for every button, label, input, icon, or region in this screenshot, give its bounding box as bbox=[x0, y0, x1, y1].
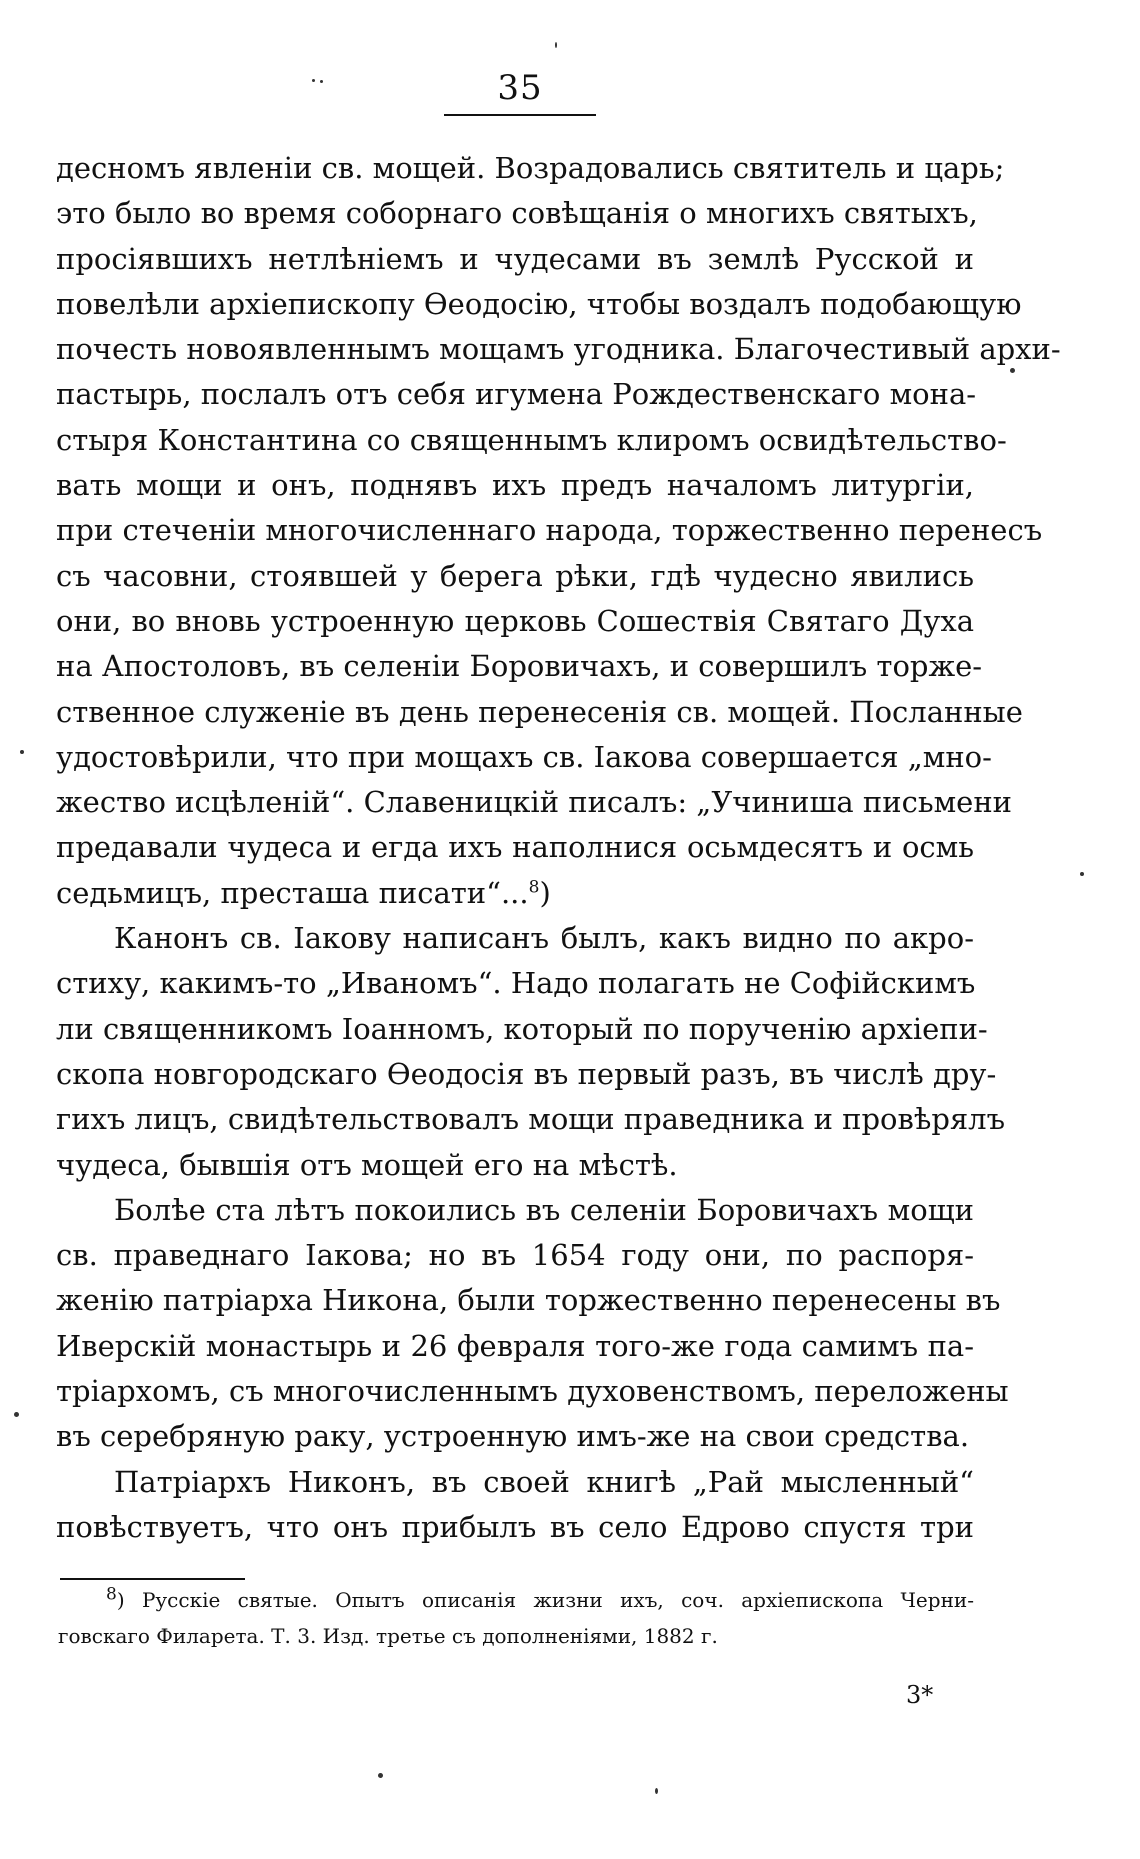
scan-speck bbox=[555, 42, 557, 48]
text-line: ли священникомъ Іоанномъ, который по порученію архіепи- bbox=[56, 1011, 988, 1046]
text-line: они, во вновь устроенную церковь Сошествія Святаго Духа bbox=[56, 603, 974, 638]
text-line: чудеса, бывшія отъ мощей его на мѣстѣ. bbox=[56, 1147, 678, 1182]
text-line: гихъ лицъ, свидѣтельствовалъ мощи праведника и провѣрялъ bbox=[56, 1102, 1006, 1137]
footnote-line: говскаго Филарета. Т. 3. Изд. третье съ дополненіями, 1882 г. bbox=[58, 1624, 718, 1648]
text-line: скопа новгородскаго Ѳеодосія въ первый разъ, въ числѣ дру- bbox=[56, 1056, 997, 1091]
text-line: десномъ явленіи св. мощей. Возрадовались святитель и царь; bbox=[56, 151, 1005, 185]
text-line: Болѣе ста лѣтъ покоились въ селеніи Боровичахъ мощи bbox=[114, 1192, 974, 1227]
footnote-line bbox=[58, 1582, 974, 1618]
scan-speck bbox=[1010, 368, 1015, 373]
scan-speck bbox=[320, 80, 323, 83]
paragraph-3 bbox=[56, 1188, 1009, 1460]
text-line: на Апостоловъ, въ селеніи Боровичахъ, и совершилъ торже- bbox=[56, 649, 983, 684]
text-line: стиху, какимъ-то „Иваномъ“. Надо полагать не Софійскимъ bbox=[56, 966, 976, 1001]
text-line-content: седьмицъ, престаша писати“... bbox=[56, 875, 529, 910]
text-line: Патріархъ Никонъ, въ своей книгѣ „Рай мысленный“ bbox=[114, 1464, 974, 1499]
text-line: ственное служеніе въ день перенесенія св. мощей. Посланные bbox=[56, 694, 1023, 729]
footnote-rule bbox=[60, 1578, 245, 1580]
footnote-text: ) Русскіе святые. Опытъ описанія жизни ихъ, соч. архіепископа Черни- bbox=[116, 1588, 974, 1612]
signature-mark: 3* bbox=[906, 1681, 934, 1709]
scan-speck bbox=[312, 79, 315, 82]
text-line: пастырь, послалъ отъ себя игумена Рождественскаго мона- bbox=[56, 377, 977, 412]
text-line: въ серебряную раку, устроенную имъ-же на свои средства. bbox=[56, 1419, 970, 1454]
text-line: удостовѣрили, что при мощахъ св. Іакова совершается „мно- bbox=[56, 739, 992, 774]
text-line: съ часовни, стоявшей у берега рѣки, гдѣ чудесно явились bbox=[56, 558, 974, 593]
footnote-ref: 8 bbox=[528, 877, 540, 898]
text-line: стыря Константина со священнымъ клиромъ освидѣтельство- bbox=[56, 422, 1007, 457]
text-line: женію патріарха Никона, были торжественно перенесены въ bbox=[56, 1283, 1001, 1318]
footnote-marker: 8 bbox=[106, 1584, 117, 1605]
text-line: повелѣли архіепископу Ѳеодосію, чтобы воздалъ подобающую bbox=[56, 286, 1022, 321]
text-line: почесть новоявленнымъ мощамъ угодника. Благочестивый архи- bbox=[56, 332, 1061, 367]
scan-speck bbox=[14, 1412, 19, 1417]
scan-speck bbox=[1080, 872, 1084, 876]
paragraph-2 bbox=[56, 916, 1006, 1188]
page-number: 35 bbox=[497, 68, 543, 108]
text-line: св. праведнаго Іакова; но въ 1654 году они, по распоря- bbox=[56, 1238, 974, 1273]
text-line: повѣствуетъ, что онъ прибылъ въ село Едрово спустя три bbox=[56, 1509, 974, 1544]
text-line: просіявшихъ нетлѣніемъ и чудесами въ землѣ Русской и bbox=[56, 241, 974, 276]
footnote-ref-paren: ) bbox=[539, 875, 551, 910]
paragraph-1 bbox=[56, 146, 1061, 916]
text-line: при стеченіи многочисленнаго народа, торжественно перенесъ bbox=[56, 513, 1043, 548]
text-line bbox=[56, 871, 974, 916]
scan-speck bbox=[655, 1788, 658, 1794]
header-rule bbox=[444, 114, 596, 116]
main-text bbox=[56, 146, 1061, 1550]
scan-speck bbox=[378, 1773, 383, 1778]
paragraph-4 bbox=[56, 1460, 974, 1551]
text-line: Канонъ св. Іакову написанъ былъ, какъ видно по акро- bbox=[114, 921, 974, 956]
text-line: тріархомъ, съ многочисленнымъ духовенствомъ, переложены bbox=[56, 1374, 1009, 1409]
text-line: вать мощи и онъ, поднявъ ихъ предъ началомъ литургіи, bbox=[56, 468, 974, 503]
text-line: жество исцѣленій“. Славеницкій писалъ: „Учиниша письмени bbox=[56, 785, 1012, 820]
text-line: предавали чудеса и егда ихъ наполнися осьмдесятъ и осмь bbox=[56, 830, 974, 865]
scan-speck bbox=[20, 750, 24, 754]
text-line: Иверскій монастырь и 26 февраля того-же года самимъ па- bbox=[56, 1328, 974, 1363]
footnote bbox=[58, 1582, 974, 1654]
text-line: это было во время соборнаго совѣщанія о многихъ святыхъ, bbox=[56, 196, 978, 231]
